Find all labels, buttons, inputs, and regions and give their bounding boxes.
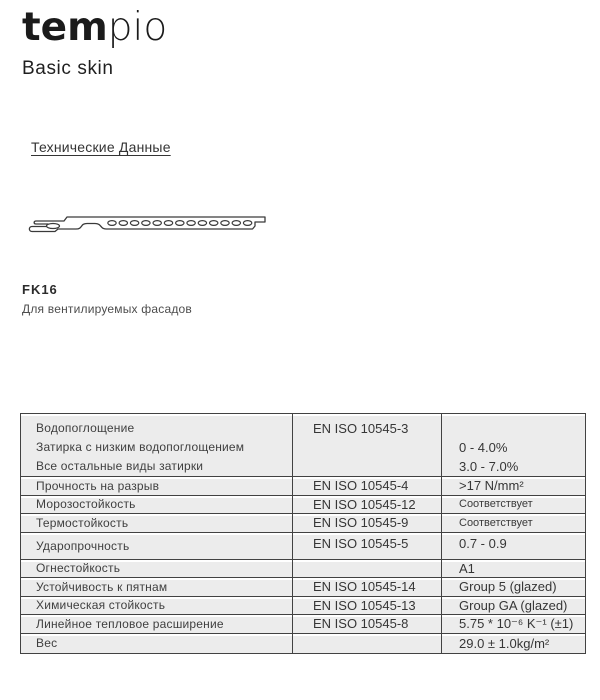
spec-value: Group GA (glazed) xyxy=(441,597,585,615)
table-row-tensile-strength xyxy=(21,476,585,495)
table-row-water-absorption xyxy=(21,414,585,476)
spec-label: Ударопрочность xyxy=(36,538,130,553)
spec-value: A1 xyxy=(441,560,585,578)
spec-value: >17 N/mm² xyxy=(441,477,585,495)
table-row-fire-resistance xyxy=(21,559,585,578)
spec-value: 29.0 ± 1.0kg/m² xyxy=(441,634,585,653)
spec-label: Термостойкость xyxy=(36,515,129,530)
spec-value: 0 - 4.0% 3.0 - 7.0% xyxy=(441,414,585,476)
spec-standard xyxy=(292,560,441,578)
table-row-weight xyxy=(21,633,585,653)
spec-standard xyxy=(292,634,441,653)
table-row-linear-thermal-expansion xyxy=(21,614,585,633)
spec-label: Химическая стойкость xyxy=(36,598,166,613)
table-row-stain-resistance xyxy=(21,577,585,596)
spec-value: Соответствует xyxy=(441,514,585,532)
spec-label: Вес xyxy=(36,636,58,650)
spec-standard: EN ISO 10545-13 xyxy=(292,597,441,615)
product-description: Для вентилируемых фасадов xyxy=(22,302,192,316)
table-row-chemical-resistance xyxy=(21,596,585,615)
spec-standard: EN ISO 10545-9 xyxy=(292,514,441,532)
spec-value: Соответствует xyxy=(441,496,585,514)
brand-logo xyxy=(22,4,167,52)
brand-logo-bold: tem xyxy=(22,5,108,50)
spec-standard: EN ISO 10545-14 xyxy=(292,578,441,596)
spec-label: Морозостойкость xyxy=(36,497,136,512)
table-row-frost-resistance xyxy=(21,495,585,514)
product-line-title: Basic skin xyxy=(22,58,114,79)
section-heading-technical-data: Технические Данные xyxy=(31,139,171,155)
spec-standard: EN ISO 10545-8 xyxy=(292,615,441,633)
technical-specs-table xyxy=(20,413,586,654)
spec-label: Водопоглощение Затирка с низким водопоглощением Все остальные виды затирки xyxy=(36,421,245,473)
spec-label: Огнестойкость xyxy=(36,561,121,576)
spec-value: 5.75 * 10⁻⁶ K⁻¹ (±1) xyxy=(441,615,585,633)
spec-label: Прочность на разрыв xyxy=(36,478,160,493)
spec-standard: EN ISO 10545-12 xyxy=(292,496,441,514)
table-row-impact-resistance xyxy=(21,532,585,559)
spec-value: Group 5 (glazed) xyxy=(441,578,585,596)
table-row-heat-resistance xyxy=(21,513,585,532)
product-code: FK16 xyxy=(22,282,58,297)
panel-profile-drawing xyxy=(24,213,270,239)
spec-standard: EN ISO 10545-4 xyxy=(292,477,441,495)
spec-standard: EN ISO 10545-5 xyxy=(292,533,441,559)
spec-standard: EN ISO 10545-3 xyxy=(292,414,441,476)
spec-label: Линейное тепловое расширение xyxy=(36,616,224,631)
brand-logo-light: pio xyxy=(107,5,168,50)
spec-value: 0.7 - 0.9 xyxy=(441,533,585,559)
spec-label: Устойчивость к пятнам xyxy=(36,579,168,594)
